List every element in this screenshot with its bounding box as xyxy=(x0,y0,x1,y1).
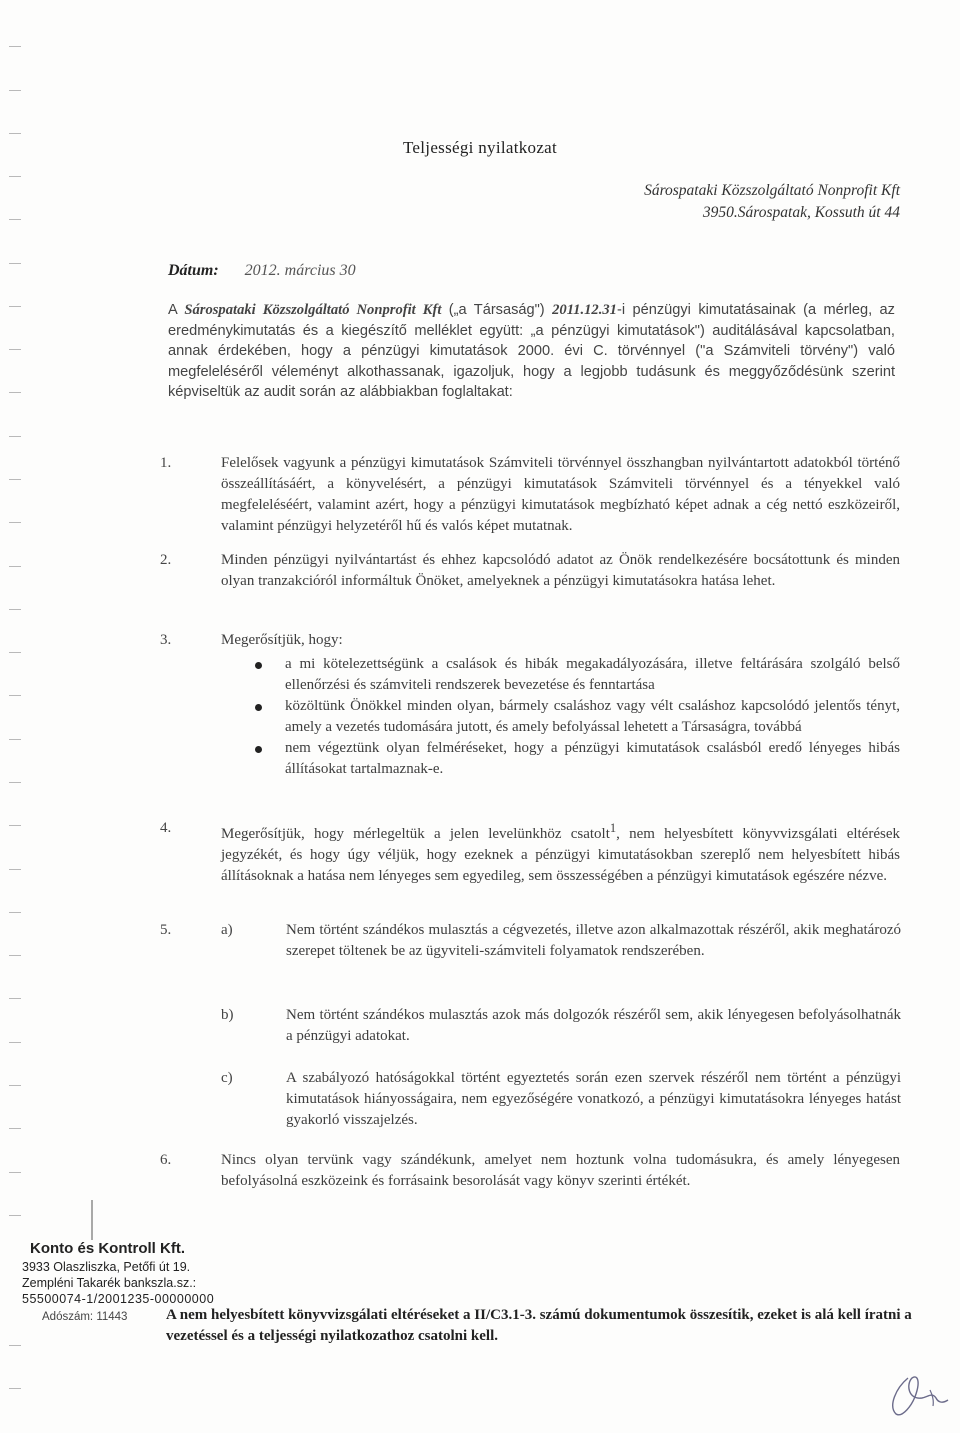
item-text-part: , nem helyesbített könyvvizsgálati eltérések jegyzékét, és hogy úgy véljük, hogy ezeknek a pénzügyi kimutatásokban szereplő nem helyesbített hibás állításoknak a hatása nem lényeges sem egyedileg, sem összességében a pénzügyi kimutatások egészére nézve. xyxy=(221,826,900,884)
stamp-line-5: Adószám: 11443 xyxy=(42,1311,128,1323)
company-name: Sárospataki Közszolgáltató Nonprofit Kft xyxy=(644,182,900,199)
company-address: 3950.Sárospatak, Kossuth út 44 xyxy=(702,204,900,221)
intro-paragraph xyxy=(168,300,895,403)
date-value: 2012. március 30 xyxy=(244,262,356,279)
item-6 xyxy=(160,1150,900,1192)
company-block xyxy=(644,180,900,224)
item-number: 2. xyxy=(160,552,172,568)
intro-text-1: A xyxy=(168,302,177,318)
item-text xyxy=(221,818,900,887)
item-5a xyxy=(221,920,901,962)
item-number: 3. xyxy=(160,632,172,648)
sub-text: A szabályozó hatóságokkal történt egyeztetés során ezen szervek részéről nem történt a pénzügyi kimutatások hiányosságaira, nem egyezőségére vonatkozó, a pénzügyi kimutatásokra lényeges hatást gyakorló visszajelzés. xyxy=(286,1070,901,1128)
stamp-line-3: Zempléni Takarék bankszla.sz.: xyxy=(22,1276,197,1290)
item-3 xyxy=(160,630,900,780)
bullet-list xyxy=(285,654,900,780)
item-text: Nincs olyan tervünk vagy szándékunk, amelyet nem hoztunk volna tudomásukra, és amely lényegesen befolyásolná eszközeink és forrásaink besorolását vagy könyv szerinti értékét. xyxy=(221,1152,900,1189)
footnote: A nem helyesbített könyvvizsgálati eltéréseket a II/C3.1-3. számú dokumentumok összesítik, ezeket is alá kell íratni a vezetéssel és a teljességi nyilatkozathoz csatolni kell. xyxy=(166,1307,912,1344)
sub-text: Nem történt szándékos mulasztás azok más dolgozók részéről sem, akik lényegesen befolyásolhatnák a pénzügyi adatokat. xyxy=(286,1007,901,1044)
item-lead: Megerősítjük, hogy: xyxy=(221,632,343,648)
sub-letter: c) xyxy=(221,1070,233,1086)
date-row xyxy=(168,262,356,280)
bullet-item: közöltünk Önökkel minden olyan, bármely csaláshoz vagy vélt csaláshoz kapcsolódó jelentős tényt, amely a vezetés tudomására jutott, és amely befolyással lehetett a Társaságra, továbbá xyxy=(285,696,900,738)
item-text: Felelősek vagyunk a pénzügyi kimutatások Számviteli törvénnyel összhangban nyilvántartott adatokból történő összeállításáért, a könyvelésért, a pénzügyi kimutatások Számviteli törvénnyel és a tényekkel való megfeleléséért, valamint azért, hogy a pénzügyi kimutatások megbízható képet adnak a cég nettó eszközeiről, valamint pénzügyi helyzetéről hű és valós képet mutatnak. xyxy=(221,455,900,534)
item-number: 4. xyxy=(160,820,172,836)
item-4 xyxy=(160,818,900,887)
bullet-item: a mi kötelezettségünk a csalások és hibák megakadályozására, illetve feltárására szolgáló belső ellenőrzési és számviteli rendszerek bevezetése és fenntartása xyxy=(285,654,900,696)
item-text: Minden pénzügyi nyilvántartást és ehhez kapcsolódó adatot az Önök rendelkezésére bocsátottunk és minden olyan tranzakcióról informáltuk Önöket, amelyeknek a pénzügyi kimutatásokra hatása lehet. xyxy=(221,552,900,589)
intro-company: Sárospataki Közszolgáltató Nonprofit Kft xyxy=(184,302,442,318)
signature-icon xyxy=(878,1370,958,1420)
stamp-line-4: 55500074-1/2001235-00000000 xyxy=(22,1292,215,1306)
item-text xyxy=(221,630,900,780)
intro-text-2: („a Társaság") xyxy=(448,302,545,318)
item-text-part: Megerősítjük, hogy mérlegeltük a jelen levelünkhöz csatolt xyxy=(221,826,610,842)
sub-letter: a) xyxy=(221,922,233,938)
item-number: 6. xyxy=(160,1152,172,1168)
item-5c xyxy=(221,1068,901,1131)
stamp-line-2: 3933 Olaszliszka, Petőfi út 19. xyxy=(22,1260,191,1274)
bullet-item: nem végeztünk olyan felméréseket, hogy a pénzügyi kimutatások csalásból eredő lényeges hibás állításokat tartalmaznak-e. xyxy=(285,738,900,780)
sub-letter: b) xyxy=(221,1007,234,1023)
date-label: Dátum: xyxy=(168,262,219,279)
footnote-marker: 1 xyxy=(609,821,617,835)
sub-text: Nem történt szándékos mulasztás a cégvezetés, illetve azon alkalmazottak részéről, akik meghatározó szerepet töltenek be az ügyviteli-számviteli folyamatok rendszerében. xyxy=(286,922,901,959)
item-5b xyxy=(221,1005,901,1047)
intro-date: 2011.12.31 xyxy=(552,302,617,318)
stamp-mark-icon xyxy=(90,1200,100,1240)
item-1 xyxy=(160,453,900,537)
item-number: 5. xyxy=(160,922,172,938)
intro-text-3: -i pénzügyi kimutatásainak (a mérleg, az eredménykimutatás és a kiegészítő melléklet együtt: „a pénzügyi kimutatások") auditálásával kapcsolatban, annak érdekében, hogy a pénzügyi kimutatások 2000. évi C. törvénnyel ("a Számviteli törvény") való megfeleléséről véleményt alkothassanak, igazoljuk, hogy a legjobb tudásunk és meggyőződésünk szerint képviseltük az audit során az alábbiakban foglaltakat: xyxy=(168,302,895,401)
item-2 xyxy=(160,550,900,592)
document-title: Teljességi nyilatkozat xyxy=(402,138,558,157)
stamp-line-1: Konto és Kontroll Kft. xyxy=(30,1240,185,1257)
item-number: 1. xyxy=(160,455,172,471)
